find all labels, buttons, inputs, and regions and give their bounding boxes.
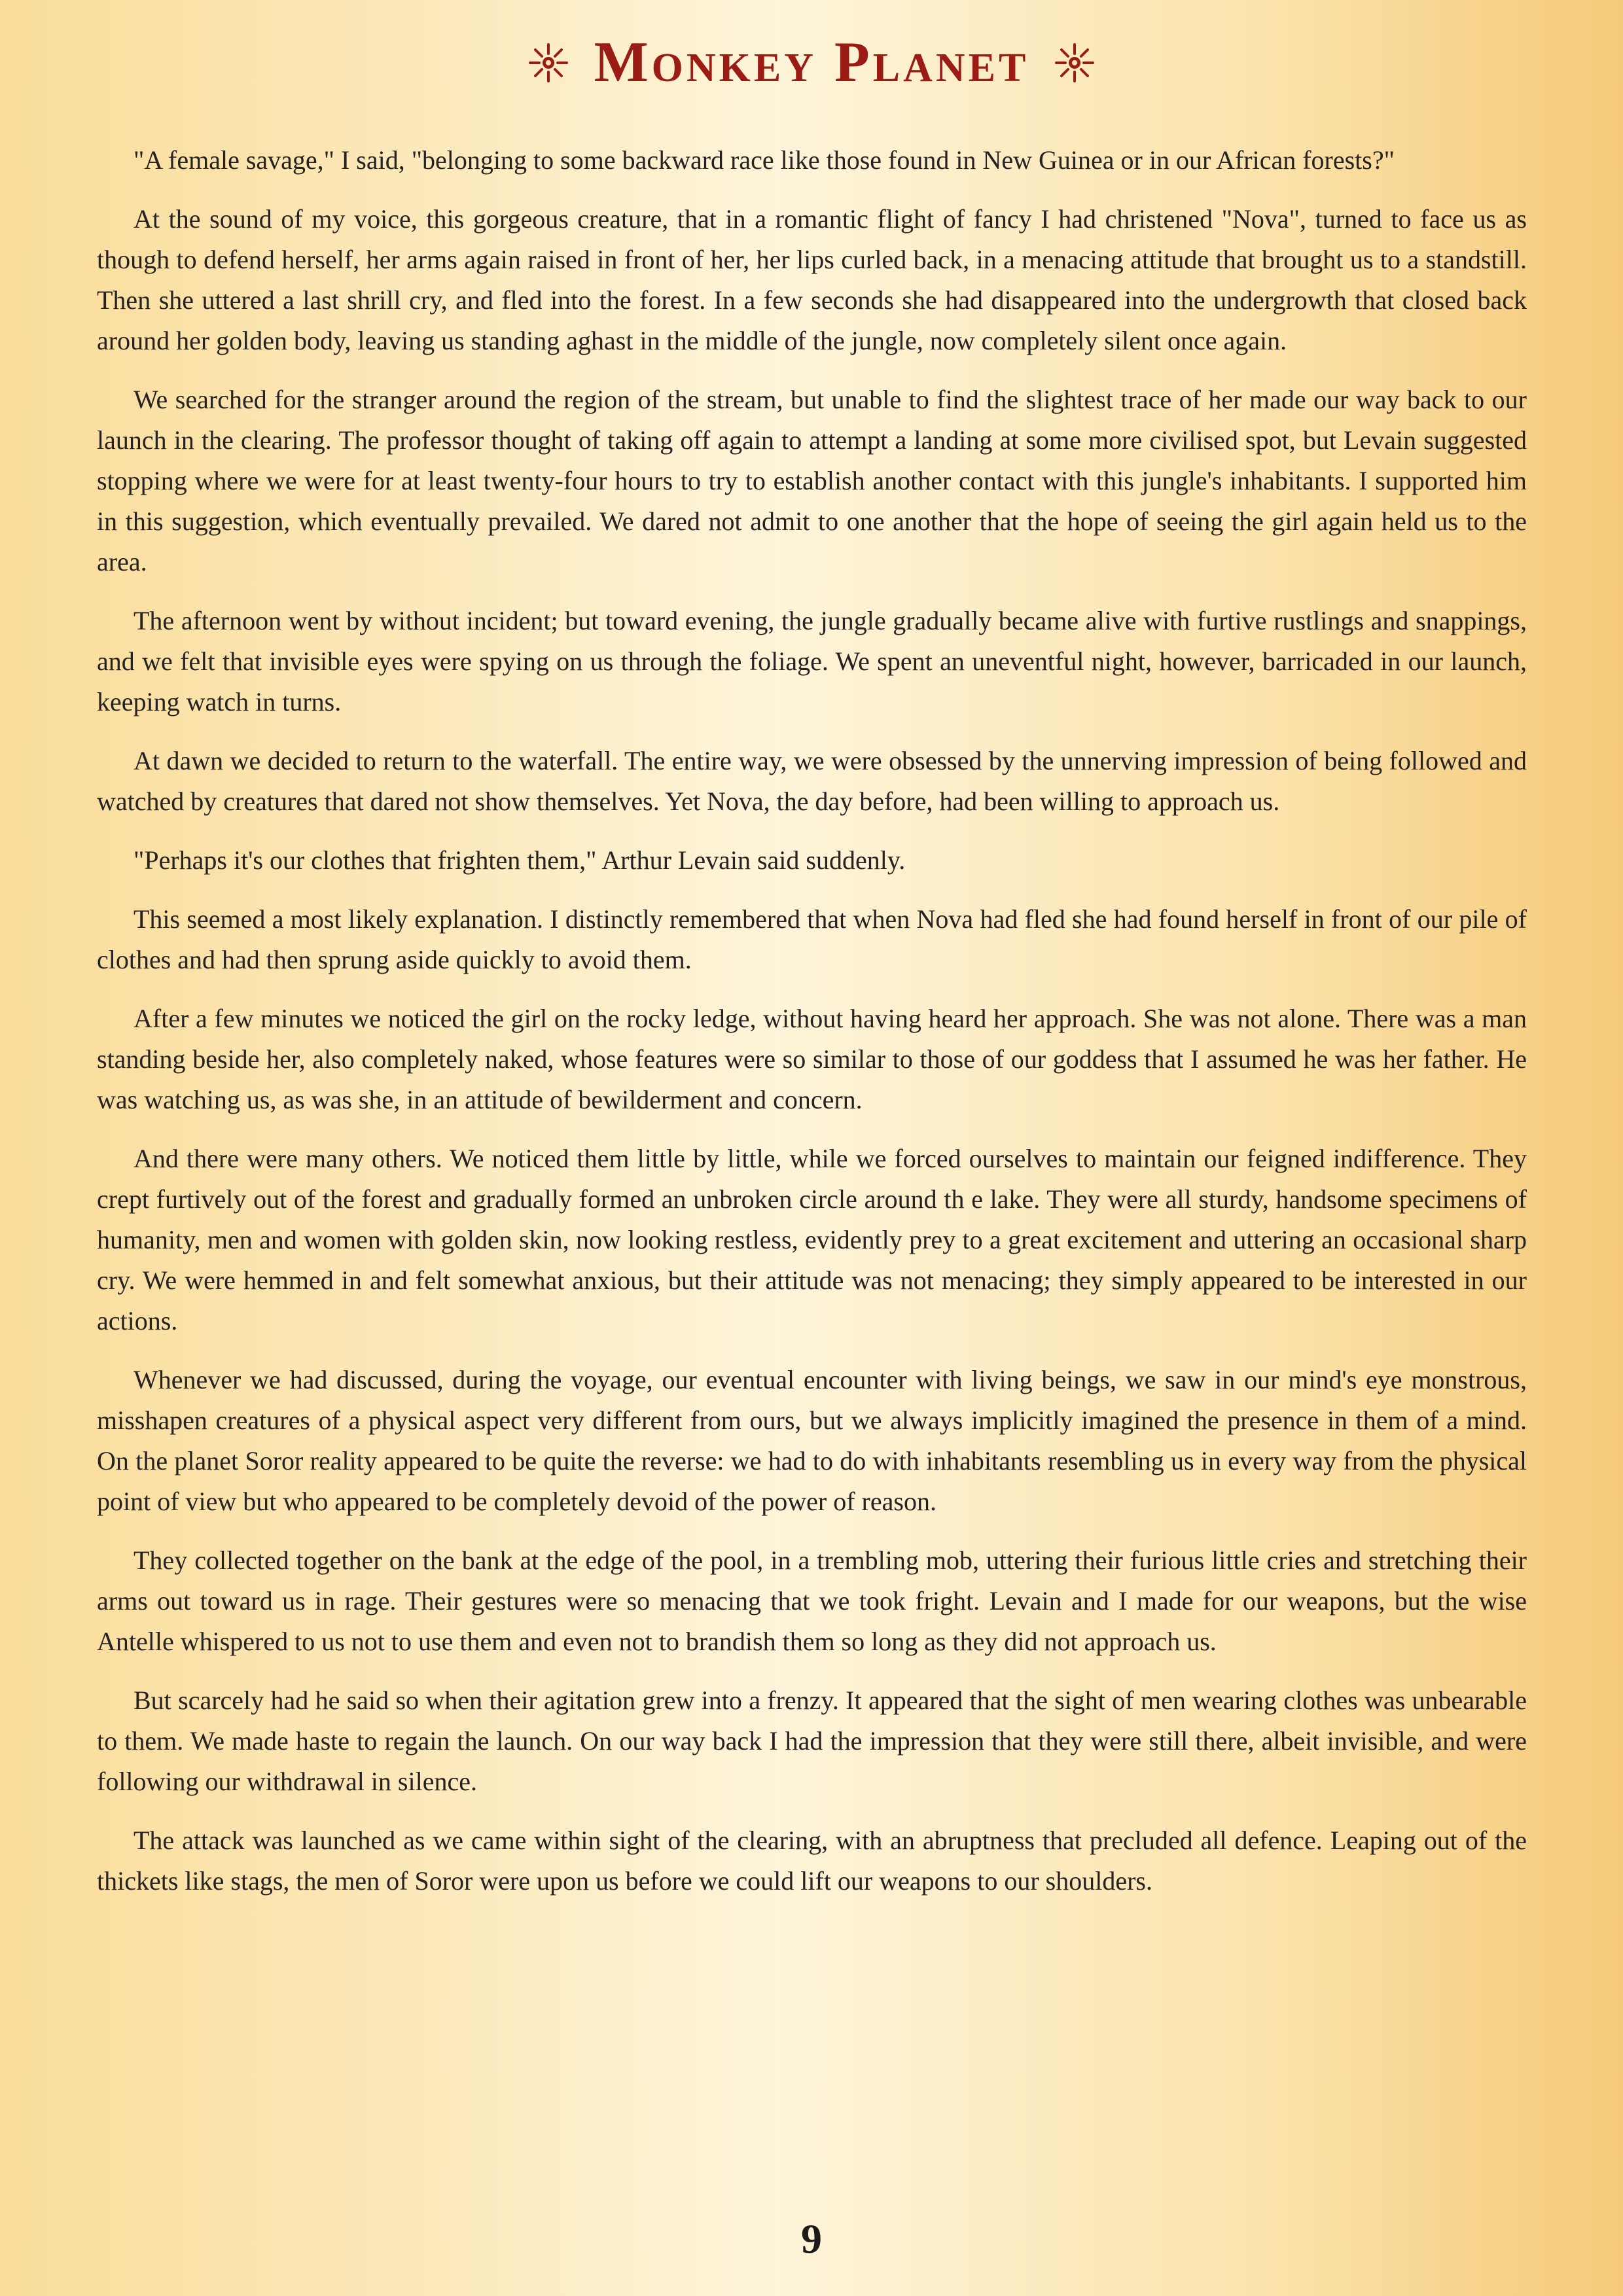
- paragraph: The attack was launched as we came within sight of the clearing, with an abruptness that precluded all defence. Leaping out of the thickets like stags, the men of Soror were upon us before we could lift our weapons to our shoulders.: [97, 1826, 1527, 1896]
- page-title: Monkey Planet: [594, 31, 1029, 94]
- paragraph: At the sound of my voice, this gorgeous creature, that in a romantic flight of fancy I had christened "Nova", turned to face us as though to defend herself, her arms again raised in front of her, her lips curled back, in a menacing attitude that brought us to a standstill. Then she uttered a last shrill cry, and fled into the forest. In a few seconds she had disappeared into the undergrowth that closed back around her golden body, leaving us standing aghast in the middle of the jungle, now completely silent once again.: [97, 204, 1527, 355]
- left-ornament-icon: [527, 42, 569, 84]
- paragraph: "A female savage," I said, "belonging to some backward race like those found in New Guinea or in our African forests?": [134, 145, 1395, 175]
- paragraph: This seemed a most likely explanation. I distinctly remembered that when Nova had fled she had found herself in front of our pile of clothes and had then sprung aside quickly to avoid them.: [97, 904, 1527, 974]
- paragraph: "Perhaps it's our clothes that frighten them," Arthur Levain said suddenly.: [134, 845, 906, 875]
- page-number: 9: [801, 2216, 822, 2262]
- paragraph: We searched for the stranger around the region of the stream, but unable to find the slightest trace of her made our way back to our launch in the clearing. The professor thought of taking off again to attempt a landing at some more civilised spot, but Levain suggested stopping where we were for at least twenty-four hours to try to establish another contact with this jungle's inhabitants. I supported him in this suggestion, which eventually prevailed. We dared not admit to one another that the hope of seeing the girl again held us to the area.: [97, 385, 1527, 576]
- body-text: [97, 140, 1527, 1920]
- paragraph: And there were many others. We noticed them little by little, while we forced ourselves to maintain our feigned indifference. They crept furtively out of the forest and gradually formed an unbroken circle around th e lake. They were all sturdy, handsome specimens of humanity, men and women with golden skin, now looking restless, evidently prey to a great excitement and uttering an occasional sharp cry. We were hemmed in and felt somewhat anxious, but their attitude was not menacing; they simply appeared to be interested in our actions.: [97, 1144, 1527, 1335]
- right-ornament-icon: [1054, 42, 1096, 84]
- paragraph: After a few minutes we noticed the girl on the rocky ledge, without having heard her approach. She was not alone. There was a man standing beside her, also completely naked, whose features were so similar to those of our goddess that I assumed he was her father. He was watching us, as was she, in an attitude of bewilderment and concern.: [97, 1004, 1527, 1114]
- paragraph: Whenever we had discussed, during the voyage, our eventual encounter with living beings, we saw in our mind's eye monstrous, misshapen creatures of a physical aspect very different from ours, but we always implicitly imagined the presence in them of a mind. On the planet Soror reality appeared to be quite the reverse: we had to do with inhabitants resembling us in every way from the physical point of view but who appeared to be completely devoid of the power of reason.: [97, 1365, 1527, 1516]
- paragraph: But scarcely had he said so when their agitation grew into a frenzy. It appeared that the sight of men wearing clothes was unbearable to them. We made haste to regain the launch. On our way back I had the impression that they were still there, albeit invisible, and were following our withdrawal in silence.: [97, 1686, 1527, 1796]
- paragraph: The afternoon went by without incident; but toward evening, the jungle gradually became alive with furtive rustlings and snappings, and we felt that invisible eyes were spying on us through the foliage. We spent an uneventful night, however, barricaded in our launch, keeping watch in turns.: [97, 606, 1527, 716]
- paragraph: They collected together on the bank at the edge of the pool, in a trembling mob, uttering their furious little cries and stretching their arms out toward us in rage. Their gestures were so menacing that we took fright. Levain and I made for our weapons, but the wise Antelle whispered to us not to use them and even not to brandish them so long as they did not approach us.: [97, 1545, 1527, 1656]
- paragraph: At dawn we decided to return to the waterfall. The entire way, we were obsessed by the unnerving impression of being followed and watched by creatures that dared not show themselves. Yet Nova, the day before, had been willing to approach us.: [97, 746, 1527, 816]
- page-header: [0, 30, 1623, 96]
